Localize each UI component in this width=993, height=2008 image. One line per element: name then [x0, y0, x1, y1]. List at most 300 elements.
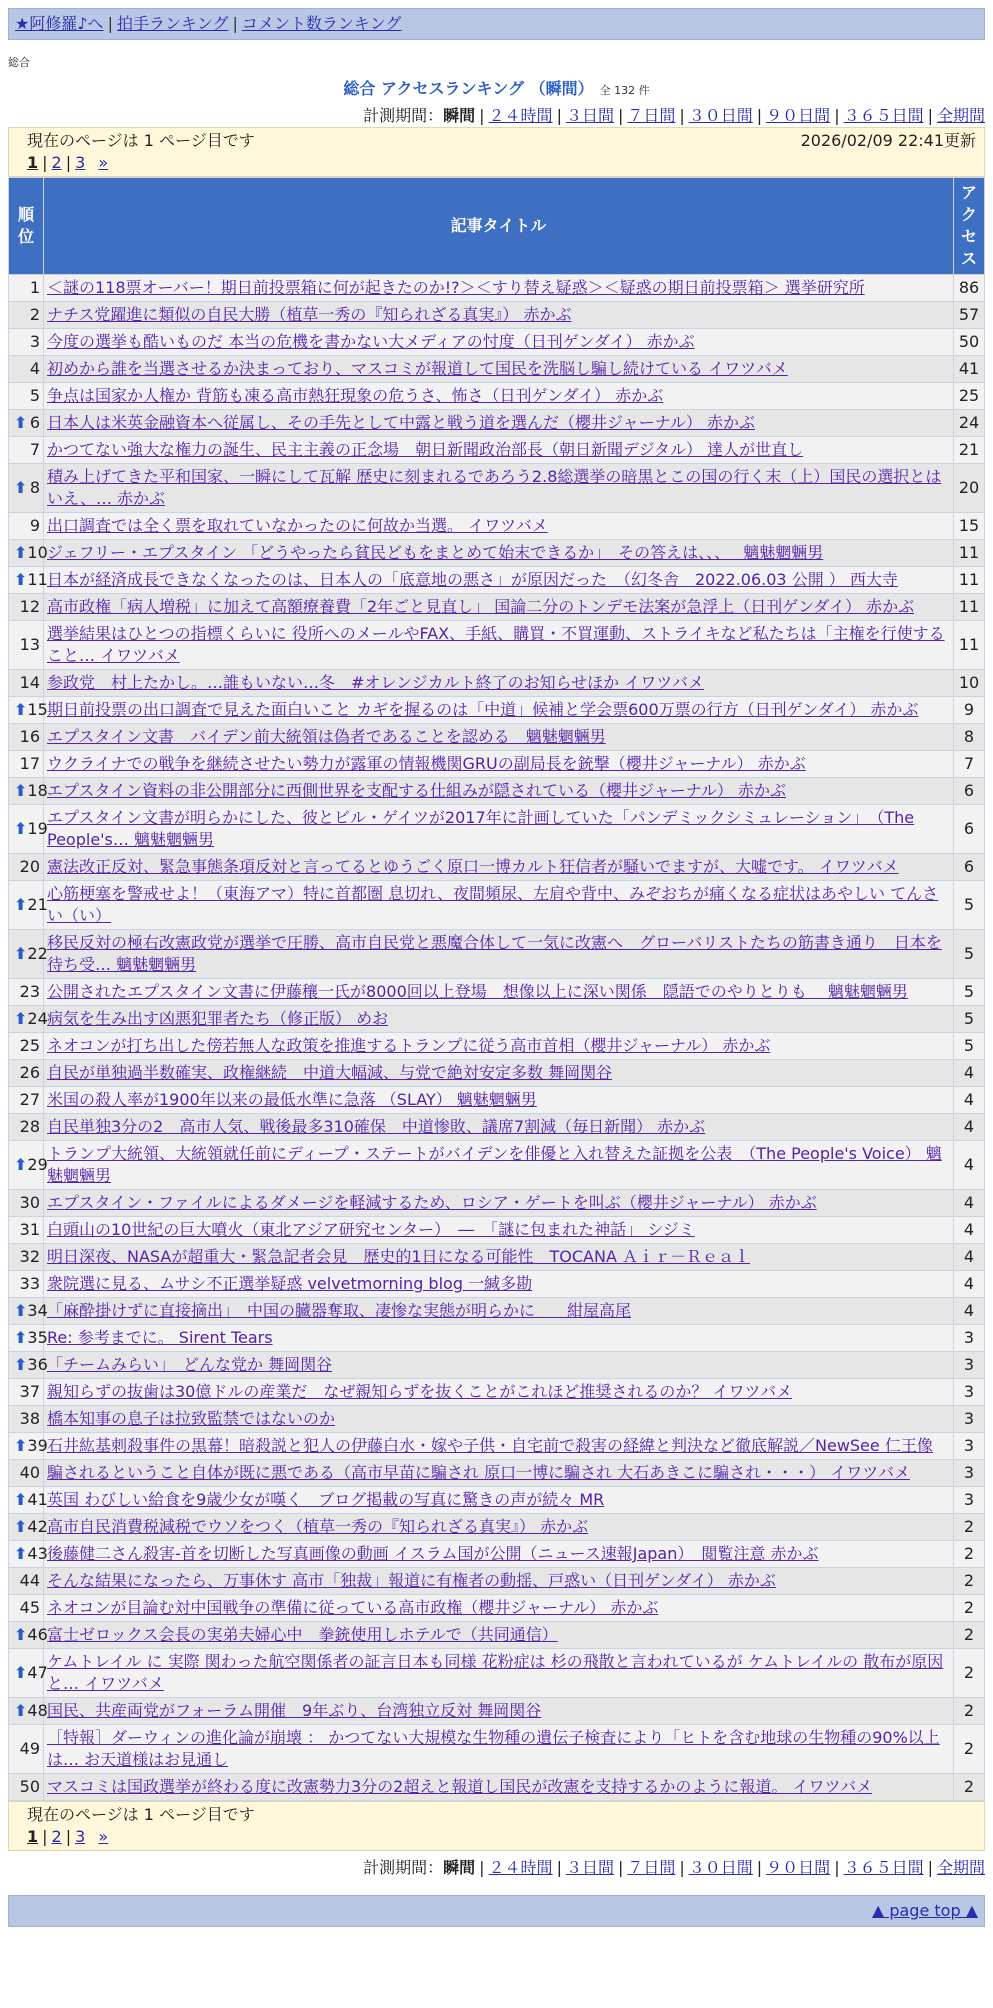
table-row [9, 697, 984, 723]
rank-number: 13 [19, 635, 40, 654]
title-cell [44, 1514, 953, 1540]
table-row [9, 1460, 984, 1486]
access-count: 11 [954, 594, 984, 620]
article-title-link[interactable]: Re: 参考までに。 Sirent Tears [47, 1328, 273, 1347]
article-title-link[interactable]: 白頭山の10世紀の巨大噴火（東北アジア研究センター） ― 「謎に包まれた神話」 シジミ [47, 1220, 695, 1239]
period-option-1[interactable]: ３日間 [565, 1858, 614, 1877]
rank-number: 18 [27, 781, 48, 800]
article-title-link[interactable]: 騙されるということ自体が既に悪である（高市早苗に騙され 原口一博に騙され 大石あきこに騙され・・・） イワツバメ [47, 1463, 910, 1482]
table-row [9, 567, 984, 593]
access-count: 24 [954, 410, 984, 436]
article-title-link[interactable]: 自民が単独過半数確実、政権継続 中道大幅減、与党で絶対安定多数 舞岡関谷 [47, 1063, 613, 1082]
title-cell [44, 979, 953, 1005]
rank-number: 14 [19, 673, 40, 692]
rank-cell [9, 594, 43, 620]
rank-number: 3 [29, 332, 40, 351]
access-count: 5 [954, 1033, 984, 1059]
rank-cell [9, 464, 43, 512]
title-cell [44, 1379, 953, 1405]
bottom-bar [8, 1895, 985, 1927]
access-count: 2 [954, 1698, 984, 1724]
title-cell [44, 329, 953, 355]
rank-cell [9, 621, 43, 669]
access-count: 6 [954, 854, 984, 880]
article-title-link[interactable]: 「チームみらい」 どんな党か 舞岡関谷 [47, 1355, 333, 1374]
table-row [9, 1325, 984, 1351]
article-title-link[interactable]: 橋本知事の息子は拉致監禁ではないのか [47, 1409, 336, 1428]
up-arrow-icon: ⬆ [14, 1328, 28, 1347]
article-title-link[interactable]: ジェフリー・エプスタイン 「どうやったら貧民どもをまとめて始末できるか」 その答えは、、、 魑魅魍魎男 [47, 543, 824, 562]
article-title-link[interactable]: 病気を生み出す凶悪犯罪者たち（修正版） めお [47, 1009, 389, 1028]
period-option-3[interactable]: ３０日間 [688, 1858, 753, 1877]
title-cell [44, 410, 953, 436]
access-count: 9 [954, 697, 984, 723]
period-option-6[interactable]: 全期間 [936, 106, 985, 125]
rank-cell [9, 540, 48, 566]
access-count: 5 [954, 881, 984, 929]
rank-number: 46 [27, 1625, 48, 1644]
rank-number: 19 [27, 819, 48, 838]
title-cell [44, 1433, 953, 1459]
title-cell [44, 1060, 953, 1086]
period-option-2[interactable]: ７日間 [627, 1858, 676, 1877]
rank-cell [9, 1568, 43, 1594]
rank-number: 16 [19, 727, 40, 746]
title-cell [44, 275, 953, 301]
access-count: 3 [954, 1352, 984, 1378]
title-cell [44, 1087, 953, 1113]
title-cell [44, 383, 953, 409]
article-title-link[interactable]: エプスタイン資料の非公開部分に西側世界を支配する仕組みが隠されている（櫻井ジャーナル） 赤かぶ [47, 781, 787, 800]
rank-number: 41 [27, 1490, 48, 1509]
rank-cell [9, 1514, 48, 1540]
up-arrow-icon: ⬆ [14, 570, 28, 589]
title-cell [44, 356, 953, 382]
up-arrow-icon: ⬆ [14, 895, 28, 914]
period-option-4[interactable]: ９０日間 [766, 106, 831, 125]
rank-cell [9, 1325, 48, 1351]
article-title-link[interactable]: ケムトレイル に 実際 関わった航空関係者の証言日本も同様 花粉症は 杉の飛散と言われているが ケムトレイルの 散布が原因と… イワツバメ [47, 1652, 944, 1693]
access-count: 4 [954, 1271, 984, 1297]
period-option-6[interactable]: 全期間 [936, 1858, 985, 1877]
table-row [9, 805, 984, 853]
rank-number: 7 [29, 440, 40, 459]
access-count: 11 [954, 567, 984, 593]
article-title-link[interactable]: ネオコンが目論む対中国戦争の準備に従っている高市政権（櫻井ジャーナル） 赤かぶ [47, 1598, 659, 1617]
access-count: 2 [954, 1725, 984, 1773]
article-title-link[interactable]: マスコミは国政選挙が終わる度に改憲勢力3分の2超えと報道し国民が改憲を支持するかのように報道。 イワツバメ [47, 1777, 873, 1796]
pager-links [27, 152, 976, 174]
table-row [9, 1698, 984, 1724]
nav-home-link[interactable]: ★阿修羅♪へ [15, 14, 104, 33]
rank-number: 44 [19, 1571, 40, 1590]
rank-cell [9, 302, 43, 328]
table-row [9, 410, 984, 436]
rank-cell [9, 1087, 43, 1113]
title-cell [44, 464, 953, 512]
access-count: 4 [954, 1114, 984, 1140]
article-title-link[interactable]: 参政党 村上たかし。…誰もいない…冬 #オレンジカルト終了のお知らせほか イワツバメ [47, 673, 704, 692]
table-row [9, 1217, 984, 1243]
rank-cell [9, 1298, 48, 1324]
article-title-link[interactable]: かつてない強大な権力の誕生、民主主義の正念場 朝日新聞政治部長（朝日新聞デジタル） 達人が世直し [47, 440, 804, 459]
rank-number: 2 [29, 305, 40, 324]
period-option-2[interactable]: ７日間 [627, 106, 676, 125]
access-count: 11 [954, 621, 984, 669]
article-title-link[interactable]: トランプ大統領、大統領就任前にディープ・ステートがバイデンを俳優と入れ替えた証拠を公表 （The People's Voice） 魑魅魍魎男 [47, 1144, 942, 1185]
access-count: 2 [954, 1649, 984, 1697]
table-row [9, 1568, 984, 1594]
article-title-link[interactable]: 富士ゼロックス会長の実弟夫婦心中 拳銃使用しホテルで（共同通信） [47, 1625, 558, 1644]
rank-cell [9, 1433, 48, 1459]
up-arrow-icon: ⬆ [14, 1155, 28, 1174]
access-count: 6 [954, 778, 984, 804]
rank-number: 50 [19, 1777, 40, 1796]
table-row [9, 1406, 984, 1432]
table-row [9, 1271, 984, 1297]
rank-number: 22 [27, 944, 48, 963]
period-option-5[interactable]: ３６５日間 [843, 1858, 924, 1877]
access-count: 2 [954, 1595, 984, 1621]
article-title-link[interactable]: そんな結果になったら、万事休す 高市「独裁」報道に有権者の動揺、戸惑い（日刊ゲンダイ） 赤かぶ [47, 1571, 776, 1590]
article-title-link[interactable]: ウクライナでの戦争を継続させたい勢力が露軍の情報機関GRUの副局長を銃撃（櫻井ジャーナル） 赤かぶ [47, 754, 806, 773]
rank-cell [9, 1460, 43, 1486]
rank-number: 8 [29, 478, 40, 497]
title-cell [44, 1033, 953, 1059]
category-label: 総合 [8, 56, 30, 69]
rank-cell [9, 1141, 48, 1189]
title-cell [44, 621, 953, 669]
table-row [9, 1244, 984, 1270]
article-title-link[interactable]: 英国 わびしい給食を9歳少女が嘆く ブログ掲載の写真に驚きの声が続々 MR [47, 1490, 605, 1509]
access-count: 21 [954, 437, 984, 463]
pager-page-link[interactable]: 3 [75, 153, 86, 172]
rank-number: 47 [27, 1663, 48, 1682]
title-cell [44, 1487, 953, 1513]
period-separator: | [756, 1858, 763, 1877]
title-cell [44, 697, 953, 723]
access-count: 2 [954, 1774, 984, 1800]
up-arrow-icon: ⬆ [14, 944, 28, 963]
access-count: 5 [954, 979, 984, 1005]
title-cell [44, 1325, 953, 1351]
table-row [9, 1298, 984, 1324]
article-title-link[interactable]: ナチス党躍進に類似の自民大勝（植草一秀の『知られざる真実』） 赤かぶ [47, 305, 572, 324]
up-arrow-icon: ⬆ [14, 700, 28, 719]
article-title-link[interactable]: 心筋梗塞を警戒せよ！（東海アマ）特に首都圏 息切れ、夜間頻尿、左肩や背中、みぞおちが痛くなる症状はあやしい てんさい（い） [47, 884, 939, 925]
article-title-link[interactable]: 「麻酔掛けずに直接摘出」 中国の臓器奪取、凄惨な実態が明らかに 紺屋高尾 [47, 1301, 632, 1320]
table-row [9, 670, 984, 696]
up-arrow-icon: ⬆ [14, 478, 28, 497]
rank-cell [9, 383, 43, 409]
pager-page-link[interactable]: 3 [75, 1827, 86, 1846]
title-cell [44, 302, 953, 328]
rank-cell [9, 1060, 43, 1086]
rank-number: 29 [27, 1155, 48, 1174]
table-row [9, 854, 984, 880]
pager-next-link[interactable]: » [98, 1827, 109, 1846]
title-cell [44, 805, 953, 853]
period-option-3[interactable]: ３０日間 [688, 106, 753, 125]
rank-number: 6 [29, 413, 40, 432]
access-count: 7 [954, 751, 984, 777]
rank-number: 10 [27, 543, 48, 562]
article-title-link[interactable]: 高市政権「病人増税」に加えて高額療養費「2年ごと見直し」 国論二分のトンデモ法案が急浮上（日刊ゲンダイ） 赤かぶ [47, 597, 915, 616]
up-arrow-icon: ⬆ [14, 1301, 28, 1320]
rank-number: 36 [27, 1355, 48, 1374]
access-count: 3 [954, 1406, 984, 1432]
rank-number: 45 [19, 1598, 40, 1617]
article-title-link[interactable]: 初めから誰を当選させるか決まっており、マスコミが報道して国民を洗脳し騙し続けている イワツバメ [47, 359, 788, 378]
table-row [9, 356, 984, 382]
rank-cell [9, 1649, 48, 1697]
rank-number: 35 [27, 1328, 48, 1347]
period-selector-top [8, 105, 985, 127]
table-row [9, 724, 984, 750]
table-row [9, 383, 984, 409]
up-arrow-icon: ⬆ [14, 1517, 28, 1536]
table-row [9, 1141, 984, 1189]
pager-separator: | [42, 1827, 48, 1846]
table-row [9, 1190, 984, 1216]
pager-status: 現在のページは 1 ページ目です [27, 131, 255, 150]
article-title-link[interactable]: 国民、共産両党がフォーラム開催 9年ぶり、台湾独立反対 舞岡関谷 [47, 1701, 542, 1720]
top-nav-bar [8, 8, 985, 40]
rank-number: 39 [27, 1436, 48, 1455]
rank-number: 40 [19, 1463, 40, 1482]
article-title-link[interactable]: エプスタイン文書が明らかにした、彼とビル・ゲイツが2017年に計画していた「パンデミックシミュレーション」 （The People's… 魑魅魍魎男 [47, 808, 915, 849]
period-separator: | [479, 1858, 485, 1877]
period-separator: | [479, 106, 485, 125]
article-title-link[interactable]: 移民反対の極右改憲政党が選挙で圧勝、高市自民党と悪魔合体して一気に改憲へ グローバリストたちの筋書き通り 日本を待ち受… 魑魅魍魎男 [47, 933, 942, 974]
rank-cell [9, 1217, 43, 1243]
access-count: 20 [954, 464, 984, 512]
total-count: 全 132 件 [599, 84, 650, 97]
rank-cell [9, 1622, 48, 1648]
title-cell [44, 437, 953, 463]
access-count: 8 [954, 724, 984, 750]
article-title-link[interactable]: 自民単独3分の2 高市人気、戦後最多310確保 中道惨敗、議席7割減（毎日新聞） 赤かぶ [47, 1117, 706, 1136]
article-title-link[interactable]: 衆院選に見る、ムサシ不正選挙疑惑 velvetmorning blog 一緘多勘 [47, 1274, 533, 1293]
title-cell [44, 1006, 953, 1032]
access-count: 86 [954, 275, 984, 301]
rank-cell [9, 670, 43, 696]
table-row [9, 1649, 984, 1697]
period-selector-bottom [8, 1857, 985, 1879]
article-title-link[interactable]: 高市自民消費税減税でウソをつく（植草一秀の『知られざる真実』） 赤かぶ [47, 1517, 589, 1536]
period-option-5[interactable]: ３６５日間 [843, 106, 924, 125]
access-count: 3 [954, 1433, 984, 1459]
ranking-title: 総合 アクセスランキング （瞬間） [343, 79, 594, 98]
table-row [9, 513, 984, 539]
rank-number: 23 [19, 982, 40, 1001]
header-rank: 順位 [9, 178, 43, 274]
rank-cell [9, 1698, 48, 1724]
pager-next-link[interactable]: » [98, 153, 109, 172]
up-arrow-icon: ⬆ [14, 819, 28, 838]
article-title-link[interactable]: 積み上げてきた平和国家、一瞬にして瓦解 歴史に刻まれるであろう2.8総選挙の暗黒とこの国の行く末（上）国民の選択とはいえ、… 赤かぶ [47, 467, 942, 508]
article-title-link[interactable]: 米国の殺人率が1900年以来の最低水準に急落 （SLAY） 魑魅魍魎男 [47, 1090, 537, 1109]
nav-comment-ranking-link[interactable]: コメント数ランキング [241, 14, 402, 33]
title-cell [44, 1460, 953, 1486]
up-arrow-icon: ⬆ [14, 1663, 28, 1682]
rank-cell [9, 410, 43, 436]
rank-number: 25 [19, 1036, 40, 1055]
period-option-0[interactable]: ２４時間 [488, 1858, 553, 1877]
title-cell [44, 594, 953, 620]
article-title-link[interactable]: 出口調査では全く票を取れていなかったのに何故か当選。 イワツバメ [47, 516, 548, 535]
up-arrow-icon: ⬆ [14, 543, 28, 562]
pager-page-link[interactable]: 2 [51, 153, 62, 172]
article-title-link[interactable]: 今度の選挙も酷いものだ 本当の危機を書かない大メディアの忖度（日刊ゲンダイ） 赤かぶ [47, 332, 695, 351]
period-option-4[interactable]: ９０日間 [766, 1858, 831, 1877]
article-title-link[interactable]: 石井紘基刺殺事件の黒幕！暗殺説と犯人の伊藤白水・嫁や子供・自宅前で殺害の経緯と判決など徹底解説／NewSee 仁王像 [47, 1436, 933, 1455]
title-cell [44, 1114, 953, 1140]
article-title-link[interactable]: ＜謎の118票オーバー！期日前投票箱に何が起きたのか!?＞＜すり替え疑惑＞＜疑惑の期日前投票箱＞ 選挙研究所 [47, 278, 865, 297]
title-cell [44, 1352, 953, 1378]
period-option-0[interactable]: ２４時間 [488, 106, 553, 125]
period-separator: | [834, 1858, 840, 1877]
title-cell [44, 670, 953, 696]
table-row [9, 1514, 984, 1540]
title-cell [44, 1298, 953, 1324]
up-arrow-icon: ⬆ [14, 1701, 28, 1720]
period-label: 計測期間： [363, 106, 444, 125]
table-row [9, 621, 984, 669]
article-title-link[interactable]: 公開されたエプスタイン文書に伊藤穰一氏が8000回以上登場 想像以上に深い関係 隠語でのやりとりも 魑魅魍魎男 [47, 982, 908, 1001]
article-title-link[interactable]: 日本が経済成長できなくなったのは、日本人の「底意地の悪さ」が原因だった （幻冬舎 2022.06.03 公開 ） 西大寺 [47, 570, 898, 589]
period-separator: | [927, 1858, 933, 1877]
title-cell [44, 1595, 953, 1621]
article-title-link[interactable]: 明日深夜、NASAが超重大・緊急記者会見 歴史的1日になる可能性 TOCANA Ａｉｒ－Ｒｅａｌ [47, 1247, 750, 1266]
title-cell [44, 854, 953, 880]
title-cell [44, 1568, 953, 1594]
title-cell [44, 1725, 953, 1773]
nav-separator: | [232, 14, 238, 33]
article-title-link[interactable]: ［特報］ダーウィンの進化論が崩壊 ： かつてない大規模な生物種の遺伝子検査により「ヒトを含む地球の生物種の90%以上は… お天道様はお見通し [47, 1728, 940, 1769]
title-cell [44, 540, 953, 566]
article-title-link[interactable]: エプスタイン・ファイルによるダメージを軽減するため、ロシア・ゲートを叫ぶ（櫻井ジャーナル） 赤かぶ [47, 1193, 817, 1212]
title-cell [44, 567, 953, 593]
table-row [9, 1774, 984, 1800]
article-title-link[interactable]: 憲法改正反対、緊急事態条項反対と言ってるとゆうごく原口一博カルト狂信者が騒いでますが、大嘘です。 イワツバメ [47, 857, 899, 876]
up-arrow-icon: ⬆ [14, 1436, 28, 1455]
access-count: 5 [954, 1006, 984, 1032]
period-current: 瞬間 [443, 1858, 476, 1877]
access-count: 3 [954, 1487, 984, 1513]
rank-cell [9, 1406, 43, 1432]
up-arrow-icon: ⬆ [14, 1009, 28, 1028]
table-row [9, 1487, 984, 1513]
rank-cell [9, 275, 43, 301]
table-row [9, 1114, 984, 1140]
rank-number: 33 [19, 1274, 40, 1293]
rank-cell [9, 437, 43, 463]
title-cell [44, 724, 953, 750]
pager-page-link[interactable]: 2 [51, 1827, 62, 1846]
up-arrow-icon: ⬆ [14, 781, 28, 800]
rank-number: 26 [19, 1063, 40, 1082]
table-row [9, 275, 984, 301]
period-option-1[interactable]: ３日間 [565, 106, 614, 125]
rank-number: 15 [27, 700, 48, 719]
access-count: 4 [954, 1087, 984, 1113]
header-access: アクセス [954, 178, 984, 274]
table-row [9, 979, 984, 1005]
rank-cell [9, 751, 43, 777]
access-count: 4 [954, 1060, 984, 1086]
article-title-link[interactable]: エプスタイン文書 バイデン前大統領は偽者であることを認める 魑魅魍魎男 [47, 727, 606, 746]
rank-number: 34 [27, 1301, 48, 1320]
up-arrow-icon: ⬆ [14, 1355, 28, 1374]
access-count: 10 [954, 670, 984, 696]
up-arrow-icon: ⬆ [14, 1490, 28, 1509]
article-title-link[interactable]: 後藤健二さん殺害-首を切断した写真画像の動画 イスラム国が公開（ニュース速報Japan） 閲覧注意 赤かぶ [47, 1544, 819, 1563]
title-cell [44, 930, 953, 978]
period-separator: | [679, 1858, 685, 1877]
article-title-link[interactable]: 争点は国家か人権か 背筋も凍る高市熱狂現象の危うさ、怖さ（日刊ゲンダイ） 赤かぶ [47, 386, 664, 405]
up-arrow-icon: ⬆ [14, 413, 28, 432]
access-count: 41 [954, 356, 984, 382]
rank-number: 17 [19, 754, 40, 773]
rank-cell [9, 1190, 43, 1216]
table-row [9, 778, 984, 804]
table-row [9, 302, 984, 328]
table-row [9, 1006, 984, 1032]
article-title-link[interactable]: 選挙結果はひとつの指標くらいに 役所へのメールやFAX、手紙、購買・不買運動、ストライキなど私たちは「主権を行使すること… イワツバメ [47, 624, 945, 665]
ranking-table [8, 177, 985, 1801]
rank-number: 1 [29, 278, 40, 297]
article-title-link[interactable]: 日本人は米英金融資本へ従属し、その手先として中露と戦う道を選んだ（櫻井ジャーナル） 赤かぶ [47, 413, 755, 432]
page-top-link[interactable]: ▲ page top ▲ [871, 1901, 978, 1920]
page [8, 0, 985, 1927]
nav-applause-ranking-link[interactable]: 拍手ランキング [116, 14, 229, 33]
access-count: 2 [954, 1541, 984, 1567]
pager-separator: | [42, 153, 48, 172]
ranking-table-body [9, 275, 984, 1800]
rank-number: 20 [19, 857, 40, 876]
rank-cell [9, 1541, 48, 1567]
article-title-link[interactable]: 親知らずの抜歯は30億ドルの産業だ なぜ親知らずを抜くことがこれほど推奨されるのか？ イワツバメ [47, 1382, 793, 1401]
table-row [9, 437, 984, 463]
title-cell [44, 881, 953, 929]
period-separator: | [756, 106, 763, 125]
title-cell [44, 778, 953, 804]
access-count: 4 [954, 1141, 984, 1189]
title-cell [44, 1244, 953, 1270]
rank-number: 28 [19, 1117, 40, 1136]
rank-number: 32 [19, 1247, 40, 1266]
rank-cell [9, 930, 48, 978]
access-count: 2 [954, 1622, 984, 1648]
article-title-link[interactable]: ネオコンが打ち出した傍若無人な政策を推進するトランプに従う高市首相（櫻井ジャーナル） 赤かぶ [47, 1036, 771, 1055]
access-count: 6 [954, 805, 984, 853]
rank-cell [9, 805, 48, 853]
rank-number: 37 [19, 1382, 40, 1401]
rank-cell [9, 881, 48, 929]
period-label: 計測期間： [363, 1858, 444, 1877]
pager-status-row [27, 130, 976, 152]
access-count: 4 [954, 1217, 984, 1243]
article-title-link[interactable]: 期日前投票の出口調査で見えた面白いこと カギを握るのは「中道」候補と学会票600万票の行方（日刊ゲンダイ） 赤かぶ [47, 700, 919, 719]
rank-number: 31 [19, 1220, 40, 1239]
rank-cell [9, 1033, 43, 1059]
table-row [9, 881, 984, 929]
table-row [9, 329, 984, 355]
access-count: 11 [954, 540, 984, 566]
pager-bottom [8, 1801, 985, 1851]
access-count: 57 [954, 302, 984, 328]
